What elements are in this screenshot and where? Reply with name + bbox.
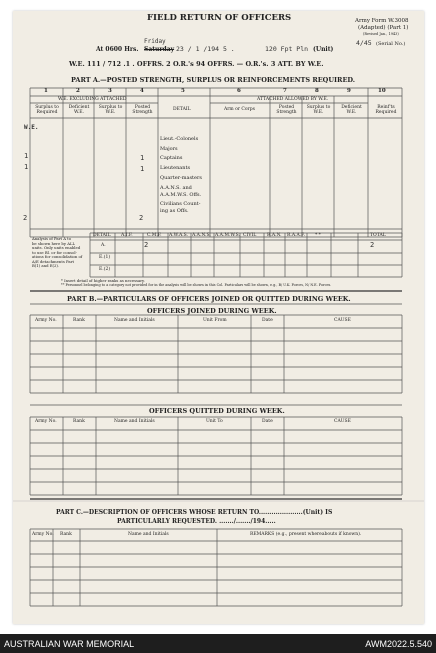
joined-col-army: Army No. xyxy=(35,318,57,323)
hw-aif-value: 2 xyxy=(144,241,149,249)
date-handwritten: 23 / 1 /194 5 . xyxy=(176,45,235,53)
an-h-cmf: C.M.F. xyxy=(147,233,162,238)
rank-majors: Majors xyxy=(160,146,178,152)
serial-label: (Serial No.) xyxy=(376,41,406,47)
an-h-other: * * xyxy=(315,233,321,238)
part-c-heading: PART C.—DESCRIPTION OF OFFICERS WHOSE RETURN TO.....................(Unit) IS xyxy=(56,509,333,516)
footer-bar xyxy=(0,634,436,653)
rank-aamws: A.A.M.W.S. Offs. xyxy=(160,192,202,198)
rank-lt-col: Lieut.-Colonels xyxy=(160,136,199,142)
day-struck: Saturday xyxy=(144,46,175,53)
an-h-total: TOTAL xyxy=(370,233,386,238)
col-num-6: 6 xyxy=(237,88,241,94)
analysis-note-line: B(1) and E(2). xyxy=(32,263,60,269)
an-row-a: A. xyxy=(101,243,106,248)
quitted-col-cause: CAUSE xyxy=(334,419,351,424)
an-h-civil: CIVIL xyxy=(243,233,257,238)
hw-total-value: 2 xyxy=(370,241,375,249)
an-h-detail: DETAIL xyxy=(93,233,111,238)
quitted-col-date: Date xyxy=(262,419,273,424)
rank-civilians-2: ing as Offs. xyxy=(160,208,189,214)
rank-civilians: Civilians Count- xyxy=(160,201,201,207)
hw-col1-lieutenants: 1 xyxy=(24,163,29,171)
analysis-note-line: ations for consolidation of xyxy=(32,254,83,260)
joined-col-unit: Unit From xyxy=(203,318,227,323)
analysis-note-line: Analysis of Part A to xyxy=(32,236,71,241)
col-num-2: 2 xyxy=(76,88,80,94)
analysis-note-line: to use Bl. or for consol- xyxy=(32,249,77,255)
an-h-awas: A.W.A.S. xyxy=(169,233,188,238)
revised-note: (Revised Jan., 1943) xyxy=(363,32,399,36)
unit-handwritten: 120 Fpt Pln xyxy=(265,45,309,53)
c-col-name: Name and Initials xyxy=(128,532,169,537)
c-col-rank: Rank xyxy=(60,532,72,537)
c-col-remarks: REMARKS (e.g., present whereabouts if known). xyxy=(250,532,362,537)
hw-total-col1: 2 xyxy=(23,214,28,222)
joined-heading: OFFICERS JOINED DURING WEEK. xyxy=(147,307,277,315)
footer-accession: AWM2022.5.540 xyxy=(365,639,432,649)
rank-qm: Quarter-masters xyxy=(160,175,202,181)
form-title: FIELD RETURN OF OFFICERS xyxy=(147,13,292,23)
day-handwritten: Friday xyxy=(144,38,166,45)
quitted-col-rank: Rank xyxy=(73,419,85,424)
footnote-1: * Insert detail of higher ranks as necessary. xyxy=(61,278,145,283)
analysis-note xyxy=(32,237,82,269)
an-row-e2: E.(2) xyxy=(99,267,111,272)
col-num-3: 3 xyxy=(108,88,112,94)
at-hours-label: At 0600 Hrs. xyxy=(96,46,139,53)
col-detail: DETAIL xyxy=(173,107,191,112)
quitted-col-name: Name and Initials xyxy=(114,419,155,424)
quitted-col-army: Army No. xyxy=(35,419,57,424)
part-c-requested: PARTICULARLY REQUESTED. ......./......./194..... xyxy=(117,518,276,525)
col-att-posted: Posted Strength xyxy=(276,105,297,115)
army-form-number: Army Form W.3008 xyxy=(355,18,409,24)
hw-col1-captains: 1 xyxy=(24,152,29,160)
an-h-aans: A.A.N.S. xyxy=(192,233,211,238)
footnote-2: ** Personnel belonging to a category not provided for in the analysis will be shown in this Col. Particulars will be shown, e.g., B/ U.K. Forces, N/ N.E. Forces. xyxy=(61,283,332,287)
col-arm-corps: Arm or Corps xyxy=(224,107,255,112)
hw-col4-lieutenants: 1 xyxy=(140,165,145,173)
serial-value: 4/45 xyxy=(356,39,372,47)
rank-aans: A.A.N.S. and xyxy=(160,185,192,191)
an-h-aamws: A.A.M.W.S. xyxy=(215,233,241,238)
hw-total-col4: 2 xyxy=(139,214,144,222)
quitted-col-unit: Unit To xyxy=(206,419,223,424)
col-num-7: 7 xyxy=(283,88,287,94)
col-att-reinf: Reinf'ts Required xyxy=(375,105,397,115)
c-col-army: Army No. xyxy=(32,532,54,537)
we-handwritten: W.E. xyxy=(24,124,39,131)
part-a-heading: PART A.—POSTED STRENGTH, SURPLUS OR REINFORCEMENTS REQUIRED. xyxy=(71,76,356,84)
unit-label: (Unit) xyxy=(313,46,334,53)
an-h-raaf: R.A.A.F. xyxy=(287,233,306,238)
joined-col-date: Date xyxy=(262,318,273,323)
col-num-5: 5 xyxy=(181,88,185,94)
col-num-4: 4 xyxy=(140,88,144,94)
part-b-heading: PART B.—PARTICULARS OF OFFICERS JOINED OR QUITTED DURING WEEK. xyxy=(67,295,351,303)
attached-allowed-heading: ATTACHED ALLOWED BY W.E. xyxy=(257,97,329,102)
footer-institution: AUSTRALIAN WAR MEMORIAL xyxy=(4,639,135,649)
joined-col-cause: CAUSE xyxy=(334,318,351,323)
rank-captains: Captains xyxy=(160,155,183,161)
we-line: W.E. 111 / 712 .1 . OFFRS. 2 O.R.'s 94 OFFRS. — O.R.'s. 3 ATT. BY W.E. xyxy=(69,60,324,68)
an-h-aif: A.I.F. xyxy=(121,233,133,238)
joined-col-name: Name and Initials xyxy=(114,318,155,323)
hw-col4-captains: 1 xyxy=(140,154,145,162)
an-h-ran: R.A.N. xyxy=(267,233,282,238)
col-att-surplus: Surplus to W.E. xyxy=(306,105,331,115)
col-deficient-we: Deficient W.E. xyxy=(68,105,90,115)
adapted-note: (Adapted) (Part 1) xyxy=(358,25,409,31)
analysis-note-line: units. Only units enabled xyxy=(32,245,81,251)
col-posted-strength: Posted Strength xyxy=(132,105,153,115)
quitted-heading: OFFICERS QUITTED DURING WEEK. xyxy=(149,407,285,415)
col-num-8: 8 xyxy=(315,88,319,94)
analysis-note-line: A/E detachments Part xyxy=(32,258,75,264)
col-num-9: 9 xyxy=(347,88,351,94)
col-att-deficient: Deficient W.E. xyxy=(341,105,362,115)
an-row-e1: E.(1) xyxy=(99,255,111,260)
col-surplus-required: Surplus to Required xyxy=(35,105,59,115)
joined-col-rank: Rank xyxy=(73,318,85,323)
analysis-note-line: be shown here by ALL xyxy=(32,240,75,246)
rank-lieutenants: Lieutenants xyxy=(160,165,191,171)
form-paper xyxy=(13,11,424,624)
col-num-1: 1 xyxy=(44,88,48,94)
col-surplus-we: Surplus to W.E. xyxy=(98,105,123,115)
col-num-10: 10 xyxy=(378,88,386,94)
we-excluding-heading: W.E. EXCLUDING ATTACHED xyxy=(58,97,127,102)
